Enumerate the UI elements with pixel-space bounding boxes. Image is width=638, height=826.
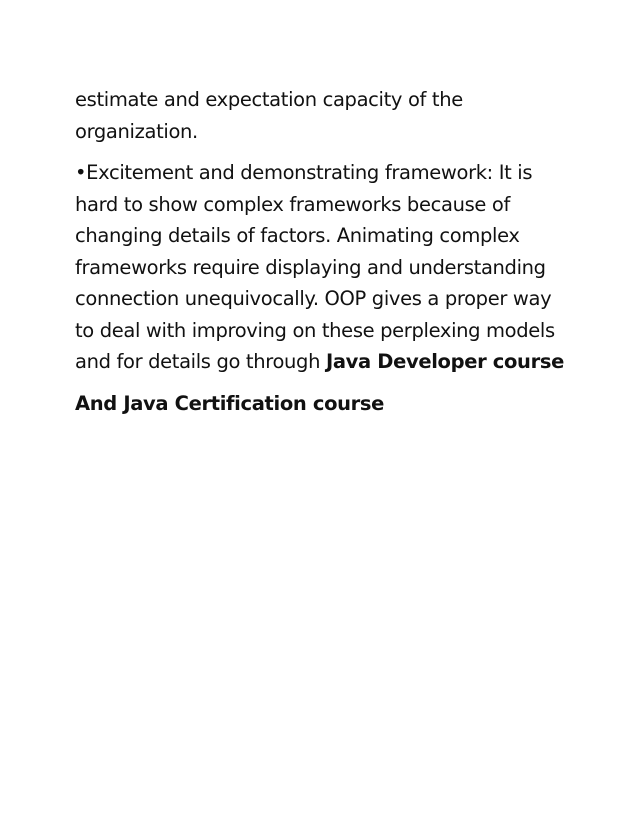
paragraph-bullet <box>75 157 565 378</box>
paragraph-bullet-text: •Excitement and demonstrating framework: It is hard to show complex frameworks because of changing details of factors. Animating complex frameworks require displaying and understanding connection unequivocally. OOP gives a proper way to deal with improving on these perplexing models and for details go through <box>75 161 555 373</box>
paragraph-continuation: estimate and expectation capacity of the organization. <box>75 88 463 143</box>
java-certification-course-text: And Java Certification course <box>75 391 385 415</box>
document-body <box>75 84 565 429</box>
java-developer-course-text: Java Developer course <box>325 350 564 373</box>
